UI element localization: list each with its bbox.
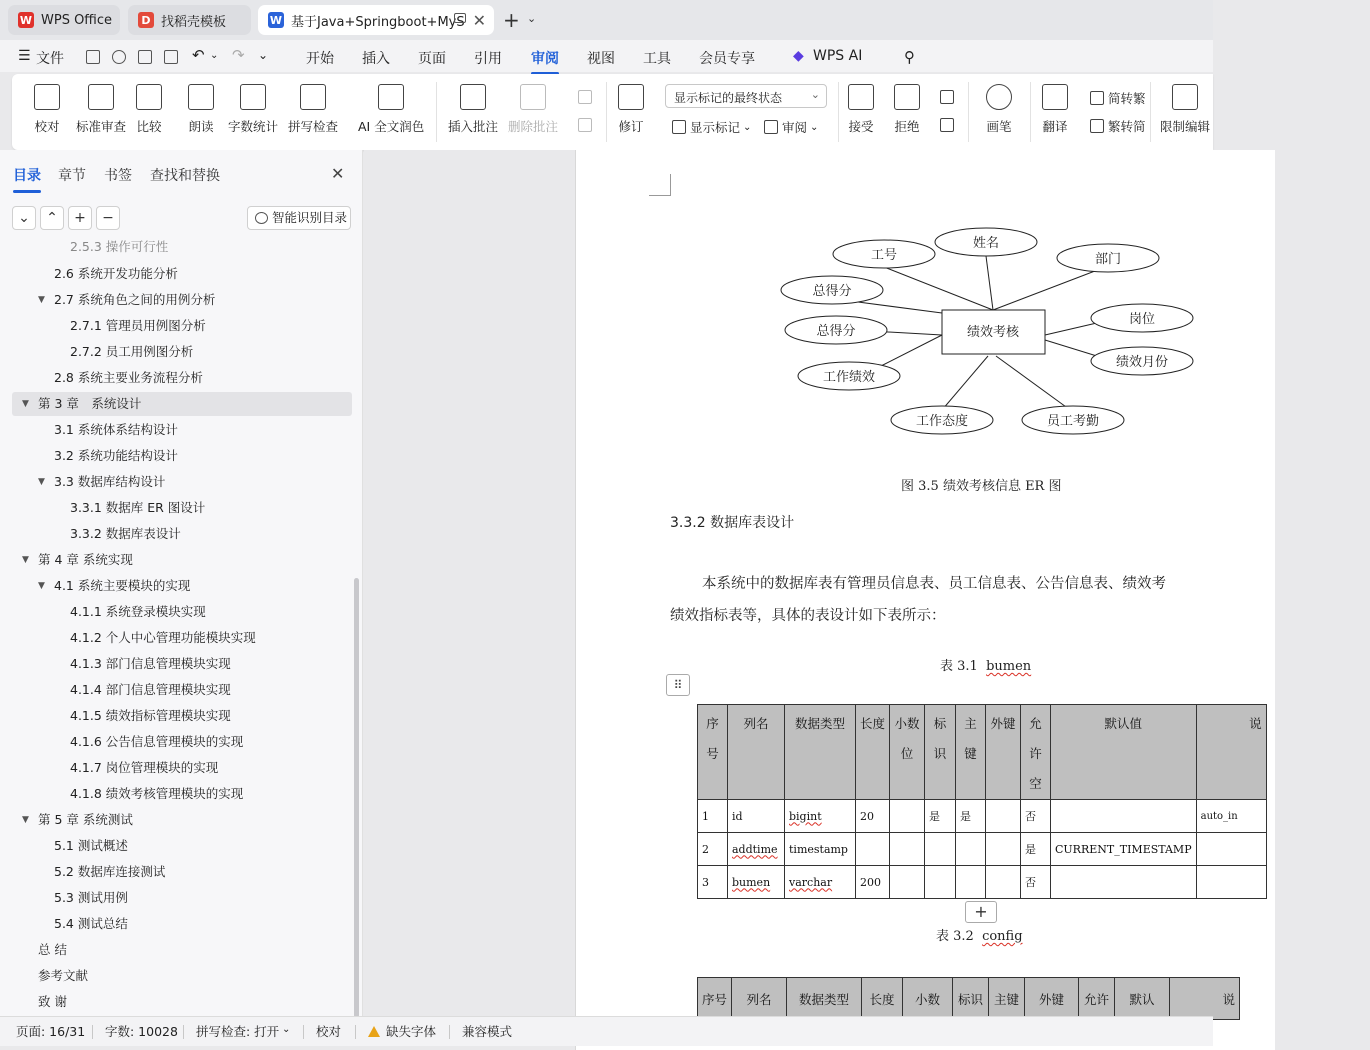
expand-triangle-icon[interactable]: ▼ bbox=[22, 399, 29, 409]
nav-scrollbar[interactable] bbox=[354, 578, 359, 1018]
table-cell[interactable]: CURRENT_TIMESTAMP bbox=[1051, 833, 1197, 866]
th-nullable: 允许 bbox=[1079, 978, 1115, 1020]
toc-item-label: 参考文献 bbox=[38, 968, 89, 983]
chevron-down-icon: ⌄ bbox=[810, 88, 820, 101]
prev-change-icon bbox=[940, 90, 954, 104]
th-type: 数据类型 bbox=[787, 978, 862, 1020]
table2-name: config bbox=[982, 929, 1023, 944]
ai-polish-button[interactable] bbox=[358, 84, 424, 135]
reject-icon bbox=[894, 84, 920, 110]
accept-icon bbox=[848, 84, 874, 110]
tab-label: 基于Java+Springboot+MyS bbox=[291, 14, 465, 30]
toc-item[interactable] bbox=[12, 938, 352, 962]
toc-item-label: 4.1.1 系统登录模块实现 bbox=[70, 604, 206, 619]
toc-item[interactable] bbox=[12, 574, 352, 598]
accept-label: 接受 bbox=[848, 119, 874, 134]
er-attr-attitude: 工作态度 bbox=[915, 414, 969, 429]
page-indicator[interactable]: 页面: 16/31 bbox=[16, 1024, 86, 1039]
table2-caption-prefix: 表 3.2 bbox=[936, 929, 974, 944]
th-identity: 标识 bbox=[925, 705, 956, 800]
toc-item-label: 3.3 数据库结构设计 bbox=[54, 474, 166, 489]
word-count-icon bbox=[240, 84, 266, 110]
table-cell[interactable] bbox=[1051, 866, 1197, 899]
translate-button[interactable] bbox=[1042, 84, 1068, 135]
toc-item-label: 3.2 系统功能结构设计 bbox=[54, 448, 178, 463]
file-menu[interactable]: 文件 bbox=[36, 51, 64, 67]
table-cell[interactable] bbox=[890, 833, 925, 866]
expand-triangle-icon[interactable]: ▼ bbox=[38, 295, 45, 305]
pen-button[interactable] bbox=[986, 84, 1012, 135]
read-aloud-icon bbox=[188, 84, 214, 110]
ribbon-divider bbox=[838, 82, 839, 142]
toc-list bbox=[0, 239, 352, 1016]
toc-item-label: 第 5 章 系统测试 bbox=[38, 812, 133, 827]
table-cell[interactable]: 3 bbox=[698, 866, 728, 899]
th-nullable: 允许空 bbox=[1021, 705, 1051, 800]
toc-item-label: 总 结 bbox=[38, 942, 67, 957]
navigation-pane bbox=[0, 150, 363, 1016]
restrict-edit-button[interactable] bbox=[1160, 84, 1210, 135]
tab-label: WPS Office bbox=[41, 12, 113, 28]
proofread-label: 校对 bbox=[34, 119, 60, 134]
compare-label: 比较 bbox=[136, 119, 162, 134]
th-foreign-key: 外键 bbox=[1025, 978, 1079, 1020]
toc-item[interactable] bbox=[12, 808, 352, 832]
close-icon[interactable]: ✕ bbox=[472, 11, 486, 30]
search-icon[interactable]: ⚲ bbox=[904, 48, 915, 66]
section-heading: 3.3.2 数据库表设计 bbox=[670, 515, 795, 531]
to-simplified-label: 繁转简 bbox=[1108, 119, 1146, 134]
er-attr-attendance: 员工考勤 bbox=[1046, 414, 1100, 429]
th-column: 列名 bbox=[732, 978, 787, 1020]
table-row bbox=[698, 866, 1267, 899]
toc-item[interactable] bbox=[12, 444, 352, 468]
status-divider bbox=[449, 1025, 450, 1039]
th-length: 长度 bbox=[856, 705, 890, 800]
table1-name: bumen bbox=[986, 659, 1032, 674]
redo-icon[interactable]: ↷ bbox=[232, 46, 245, 64]
toc-item[interactable] bbox=[12, 470, 352, 494]
toc-item[interactable] bbox=[12, 964, 352, 988]
collapse-all-button[interactable]: ⌄ bbox=[12, 206, 36, 230]
table-cell[interactable]: 200 bbox=[856, 866, 890, 899]
status-divider bbox=[303, 1025, 304, 1039]
toc-item-label: 4.1 系统主要模块的实现 bbox=[54, 578, 191, 593]
table-cell[interactable]: bigint bbox=[785, 800, 856, 833]
toc-item-label: 2.5.3 操作可行性 bbox=[70, 239, 169, 254]
table1-caption-prefix: 表 3.1 bbox=[940, 659, 978, 674]
toc-item[interactable] bbox=[12, 834, 352, 858]
delete-comment-button[interactable] bbox=[508, 84, 558, 135]
toc-item[interactable] bbox=[12, 652, 352, 676]
toc-item-label: 3.3.1 数据库 ER 图设计 bbox=[70, 500, 206, 515]
menu-wps-ai[interactable]: WPS AI bbox=[813, 48, 863, 64]
menu-reference[interactable]: 引用 bbox=[474, 51, 502, 67]
expand-triangle-icon[interactable]: ▼ bbox=[22, 555, 29, 565]
toc-item[interactable] bbox=[12, 730, 352, 754]
toc-item[interactable] bbox=[12, 990, 352, 1014]
tab-current-document[interactable] bbox=[258, 5, 494, 35]
toc-item-label: 5.4 测试总结 bbox=[54, 916, 128, 931]
table-cell[interactable] bbox=[1051, 800, 1197, 833]
menu-insert[interactable]: 插入 bbox=[362, 51, 390, 67]
toc-item-label: 第 4 章 系统实现 bbox=[38, 552, 133, 567]
abc-spell-icon bbox=[300, 84, 326, 110]
next-change-button[interactable] bbox=[940, 118, 958, 132]
add-row-button[interactable]: + bbox=[965, 901, 997, 923]
ribbon-divider bbox=[1030, 82, 1031, 142]
table-cell[interactable] bbox=[890, 866, 925, 899]
figure-caption: 图 3.5 绩效考核信息 ER 图 bbox=[901, 479, 1062, 494]
th-index: 序号 bbox=[698, 705, 728, 800]
th-length: 长度 bbox=[862, 978, 903, 1020]
pen-icon bbox=[986, 84, 1012, 110]
table-cell[interactable]: addtime bbox=[728, 833, 785, 866]
toc-item[interactable] bbox=[12, 340, 352, 364]
toc-item-label: 5.3 测试用例 bbox=[54, 890, 128, 905]
title-tab-bar bbox=[0, 0, 1213, 40]
expand-triangle-icon[interactable]: ▼ bbox=[22, 815, 29, 825]
add-comment-icon bbox=[460, 84, 486, 110]
insert-comment-button[interactable] bbox=[448, 84, 498, 135]
missing-font-label: 缺失字体 bbox=[386, 1024, 437, 1039]
smart-toc-label: 智能识别目录 bbox=[272, 210, 348, 225]
chevron-down-icon: ⌄ bbox=[810, 121, 819, 133]
remove-heading-button[interactable]: − bbox=[96, 206, 120, 230]
toc-item[interactable] bbox=[12, 262, 352, 286]
menu-view[interactable]: 视图 bbox=[587, 51, 615, 67]
monitor-icon[interactable] bbox=[454, 13, 466, 23]
chevron-down-icon[interactable]: ⌄ bbox=[258, 48, 269, 62]
print-icon[interactable] bbox=[138, 50, 152, 64]
table-row bbox=[698, 833, 1267, 866]
table-cell[interactable] bbox=[986, 866, 1021, 899]
table-cell[interactable] bbox=[986, 800, 1021, 833]
review-pane-button[interactable] bbox=[764, 118, 818, 136]
toc-item[interactable] bbox=[12, 548, 352, 572]
chevron-down-icon: ⌄ bbox=[743, 121, 752, 133]
reject-button[interactable] bbox=[894, 84, 920, 135]
previous-comment-button[interactable] bbox=[578, 90, 596, 104]
toc-item-label: 4.1.4 部门信息管理模块实现 bbox=[70, 682, 231, 697]
er-attr-name: 姓名 bbox=[972, 236, 1000, 251]
warning-icon bbox=[368, 1026, 380, 1037]
er-attr-id: 工号 bbox=[870, 248, 898, 263]
plus-icon[interactable]: + bbox=[503, 8, 520, 32]
nav-tab-toc[interactable]: 目录 bbox=[13, 165, 41, 185]
paragraph-line: 本系统中的数据库表有管理员信息表、员工信息表、公告信息表、绩效考 bbox=[702, 576, 1166, 592]
toc-item-label: 4.1.7 岗位管理模块的实现 bbox=[70, 760, 219, 775]
toc-item-label: 4.1.8 绩效考核管理模块的实现 bbox=[70, 786, 244, 801]
prev-comment-icon bbox=[578, 90, 592, 104]
toc-item-label: 4.1.3 部门信息管理模块实现 bbox=[70, 656, 231, 671]
table-cell[interactable] bbox=[986, 833, 1021, 866]
ribbon-divider bbox=[606, 82, 607, 142]
th-decimal: 小数位 bbox=[890, 705, 925, 800]
wps-logo-icon: W bbox=[19, 13, 33, 27]
tab-wps-office[interactable] bbox=[8, 5, 120, 35]
toc-item[interactable] bbox=[12, 782, 352, 806]
compare-icon bbox=[136, 84, 162, 110]
table-body bbox=[698, 800, 1267, 899]
word-count-label: 字数统计 bbox=[228, 119, 279, 134]
toc-item[interactable] bbox=[12, 522, 352, 546]
menu-member[interactable]: 会员专享 bbox=[699, 51, 755, 67]
menu-bar bbox=[0, 40, 1213, 72]
menu-page[interactable]: 页面 bbox=[418, 51, 446, 67]
docer-logo-icon: D bbox=[138, 12, 154, 28]
nav-tab-bookmarks[interactable]: 书签 bbox=[104, 168, 132, 184]
table-cell[interactable]: id bbox=[728, 800, 785, 833]
toc-item-label: 2.7.2 员工用例图分析 bbox=[70, 344, 194, 359]
read-aloud-label: 朗读 bbox=[188, 119, 214, 134]
table-cell[interactable] bbox=[856, 833, 890, 866]
next-comment-icon bbox=[578, 118, 592, 132]
er-attr-total-1: 总得分 bbox=[812, 284, 852, 299]
table-cell[interactable] bbox=[1196, 866, 1266, 899]
show-markup-icon bbox=[672, 120, 686, 134]
tab-docer-templates[interactable] bbox=[128, 5, 251, 35]
table-bumen bbox=[697, 704, 1267, 899]
toc-item-label: 3.1 系统体系结构设计 bbox=[54, 422, 178, 437]
status-divider bbox=[355, 1025, 356, 1039]
paragraph-line: 绩效指标表等，具体的表设计如下表所示： bbox=[670, 608, 946, 624]
er-attr-performance: 工作绩效 bbox=[822, 370, 876, 385]
markup-display-select[interactable] bbox=[665, 84, 827, 108]
chevron-down-icon[interactable]: ⌄ bbox=[282, 1024, 291, 1035]
next-comment-button[interactable] bbox=[578, 118, 596, 132]
table-cell[interactable]: 是 bbox=[956, 800, 986, 833]
toc-item[interactable] bbox=[12, 912, 352, 936]
expand-up-button[interactable]: ⌃ bbox=[40, 206, 64, 230]
toc-item[interactable] bbox=[12, 314, 352, 338]
close-icon[interactable]: ✕ bbox=[331, 164, 345, 183]
chevron-down-icon[interactable]: ⌄ bbox=[527, 12, 537, 25]
table-cell[interactable] bbox=[925, 866, 956, 899]
th-type: 数据类型 bbox=[785, 705, 856, 800]
table-cell[interactable] bbox=[925, 833, 956, 866]
toc-item[interactable] bbox=[12, 366, 352, 390]
table1-caption bbox=[940, 655, 1031, 674]
er-attr-position: 岗位 bbox=[1128, 312, 1156, 327]
track-changes-button[interactable] bbox=[618, 84, 644, 135]
toc-item[interactable] bbox=[12, 496, 352, 520]
th-default: 默认 bbox=[1115, 978, 1170, 1020]
tab-label: 找稻壳模板 bbox=[161, 14, 227, 30]
previous-change-button[interactable] bbox=[940, 90, 958, 104]
read-aloud-button[interactable] bbox=[188, 84, 214, 135]
nav-tab-sections[interactable]: 章节 bbox=[58, 168, 86, 184]
delete-comment-label: 删除批注 bbox=[508, 119, 559, 134]
toc-item-label: 2.8 系统主要业务流程分析 bbox=[54, 370, 203, 385]
table-cell[interactable]: 2 bbox=[698, 833, 728, 866]
er-attr-dept: 部门 bbox=[1094, 252, 1122, 267]
table-cell[interactable]: 否 bbox=[1021, 866, 1051, 899]
status-bar bbox=[0, 1016, 1213, 1046]
hamburger-icon[interactable]: ☰ bbox=[18, 48, 31, 64]
toc-item-label: 4.1.2 个人中心管理功能模块实现 bbox=[70, 630, 256, 645]
ribbon-divider bbox=[1150, 82, 1151, 142]
table-cell[interactable]: 是 bbox=[1021, 833, 1051, 866]
table-cell[interactable]: 20 bbox=[856, 800, 890, 833]
word-count-button[interactable] bbox=[228, 84, 278, 135]
table-row bbox=[698, 800, 1267, 833]
menu-start[interactable]: 开始 bbox=[306, 51, 334, 67]
expand-triangle-icon[interactable]: ▼ bbox=[38, 477, 45, 487]
status-divider bbox=[183, 1025, 184, 1039]
review-pane-icon bbox=[764, 120, 778, 134]
to-simplified-button[interactable] bbox=[1090, 117, 1146, 135]
chevron-down-icon[interactable]: ⌄ bbox=[210, 50, 219, 61]
table-cell[interactable]: bumen bbox=[728, 866, 785, 899]
track-changes-icon bbox=[618, 84, 644, 110]
table-move-handle[interactable]: ⠿ bbox=[666, 674, 690, 696]
standard-review-label: 标准审查 bbox=[76, 119, 127, 134]
body-paragraph bbox=[670, 568, 1370, 632]
undo-icon[interactable]: ↶ bbox=[192, 46, 205, 64]
table-cell[interactable]: timestamp bbox=[785, 833, 856, 866]
table-cell[interactable]: 否 bbox=[1021, 800, 1051, 833]
table-cell[interactable] bbox=[956, 833, 986, 866]
toc-item[interactable] bbox=[12, 239, 352, 254]
reject-label: 拒绝 bbox=[894, 119, 920, 134]
toc-item-label: 4.1.5 绩效指标管理模块实现 bbox=[70, 708, 231, 723]
status-divider bbox=[92, 1025, 93, 1039]
toc-item[interactable] bbox=[12, 886, 352, 910]
toc-item-label: 2.7.1 管理员用例图分析 bbox=[70, 318, 206, 333]
toc-item-label: 第 3 章 系统设计 bbox=[38, 396, 142, 411]
table2-caption bbox=[936, 925, 1023, 944]
table-config bbox=[697, 977, 1240, 1020]
ribbon-divider bbox=[436, 82, 437, 142]
toc-item[interactable] bbox=[12, 392, 352, 416]
wps-ai-icon: ◆ bbox=[793, 48, 804, 64]
table-cell[interactable]: auto_in bbox=[1196, 800, 1266, 833]
markup-display-value: 显示标记的最终状态 bbox=[674, 91, 783, 105]
document-page bbox=[575, 150, 1275, 1050]
translate-label: 翻译 bbox=[1042, 119, 1068, 134]
review-ribbon bbox=[12, 74, 1213, 150]
word-count-indicator[interactable]: 字数: 10028 bbox=[105, 1024, 178, 1039]
export-pdf-icon[interactable] bbox=[112, 50, 126, 64]
th-decimal: 小数 bbox=[903, 978, 953, 1020]
show-markup-button[interactable] bbox=[672, 118, 751, 136]
ribbon-divider bbox=[968, 82, 969, 142]
expand-triangle-icon[interactable]: ▼ bbox=[38, 581, 45, 591]
er-diagram bbox=[576, 150, 1276, 470]
toc-item[interactable] bbox=[12, 704, 352, 728]
table-cell[interactable] bbox=[1196, 833, 1266, 866]
toc-item[interactable] bbox=[12, 626, 352, 650]
restrict-edit-label: 限制编辑 bbox=[1160, 119, 1211, 134]
table-cell[interactable] bbox=[956, 866, 986, 899]
add-heading-button[interactable]: + bbox=[68, 206, 92, 230]
toc-item[interactable] bbox=[12, 860, 352, 884]
ai-polish-label: AI 全文润色 bbox=[358, 119, 425, 134]
compatibility-mode-status: 兼容模式 bbox=[462, 1024, 513, 1039]
er-attr-month: 绩效月份 bbox=[1115, 355, 1169, 370]
delete-comment-icon bbox=[520, 84, 546, 110]
toc-item[interactable] bbox=[12, 288, 352, 312]
table-cell[interactable]: 是 bbox=[925, 800, 956, 833]
er-entity-label: 绩效考核 bbox=[966, 325, 1020, 340]
save-icon[interactable] bbox=[86, 50, 100, 64]
th-description: 说 bbox=[1196, 705, 1266, 800]
toc-item-label: 2.7 系统角色之间的用例分析 bbox=[54, 292, 216, 307]
track-changes-label: 修订 bbox=[618, 119, 644, 134]
standard-review-button[interactable] bbox=[76, 84, 126, 135]
th-primary-key: 主键 bbox=[956, 705, 986, 800]
spell-check-status[interactable]: 拼写检查: 打开 bbox=[196, 1024, 280, 1039]
smart-recognize-icon bbox=[255, 212, 268, 224]
proof-status[interactable]: 校对 bbox=[316, 1024, 342, 1039]
th-column: 列名 bbox=[728, 705, 785, 800]
traditional-to-simplified-icon bbox=[1090, 119, 1104, 133]
review-pane-label: 审阅 bbox=[782, 120, 808, 135]
table-cell[interactable]: varchar bbox=[785, 866, 856, 899]
next-change-icon bbox=[940, 118, 954, 132]
word-doc-icon: W bbox=[269, 13, 283, 27]
to-traditional-label: 简转繁 bbox=[1108, 91, 1146, 106]
toc-item-label: 2.6 系统开发功能分析 bbox=[54, 266, 178, 281]
menu-review[interactable]: 审阅 bbox=[531, 48, 559, 68]
insert-comment-label: 插入批注 bbox=[448, 119, 499, 134]
spell-check-label: 拼写检查 bbox=[288, 119, 339, 134]
pen-label: 画笔 bbox=[986, 119, 1012, 134]
show-markup-label: 显示标记 bbox=[690, 120, 741, 135]
toc-item[interactable] bbox=[12, 418, 352, 442]
toc-item[interactable] bbox=[12, 678, 352, 702]
er-attr-total-2: 总得分 bbox=[816, 324, 856, 339]
menu-tools[interactable]: 工具 bbox=[643, 51, 671, 67]
th-identity: 标识 bbox=[953, 978, 989, 1020]
accept-button[interactable] bbox=[848, 84, 874, 135]
toc-item-label: 3.3.2 数据库表设计 bbox=[70, 526, 181, 541]
spell-check-button[interactable] bbox=[288, 84, 338, 135]
toc-item-label: 5.2 数据库连接测试 bbox=[54, 864, 166, 879]
th-default: 默认值 bbox=[1051, 705, 1197, 800]
print-preview-icon[interactable] bbox=[164, 50, 178, 64]
simplified-to-traditional-icon bbox=[1090, 91, 1104, 105]
lock-document-icon bbox=[1172, 84, 1198, 110]
th-index: 序号 bbox=[698, 978, 732, 1020]
compare-button[interactable] bbox=[136, 84, 162, 135]
smart-toc-button[interactable] bbox=[247, 206, 351, 230]
table-cell[interactable] bbox=[890, 800, 925, 833]
to-traditional-button[interactable] bbox=[1090, 89, 1146, 107]
th-primary-key: 主键 bbox=[989, 978, 1025, 1020]
toc-item-label: 4.1.6 公告信息管理模块的实现 bbox=[70, 734, 244, 749]
toc-item-label: 5.1 测试概述 bbox=[54, 838, 128, 853]
table-cell[interactable]: 1 bbox=[698, 800, 728, 833]
missing-font-status[interactable] bbox=[368, 1022, 436, 1040]
toc-item-label: 致 谢 bbox=[38, 994, 67, 1009]
th-foreign-key: 外键 bbox=[986, 705, 1021, 800]
translate-icon bbox=[1042, 84, 1068, 110]
nav-tab-find-replace[interactable]: 查找和替换 bbox=[150, 168, 220, 184]
document-area bbox=[364, 150, 1262, 1016]
standard-review-icon bbox=[88, 84, 114, 110]
toc-item[interactable] bbox=[12, 756, 352, 780]
toc-item[interactable] bbox=[12, 600, 352, 624]
proofread-button[interactable] bbox=[34, 84, 60, 135]
th-description: 说 bbox=[1170, 978, 1240, 1020]
proofread-icon bbox=[34, 84, 60, 110]
magic-wand-icon bbox=[378, 84, 404, 110]
